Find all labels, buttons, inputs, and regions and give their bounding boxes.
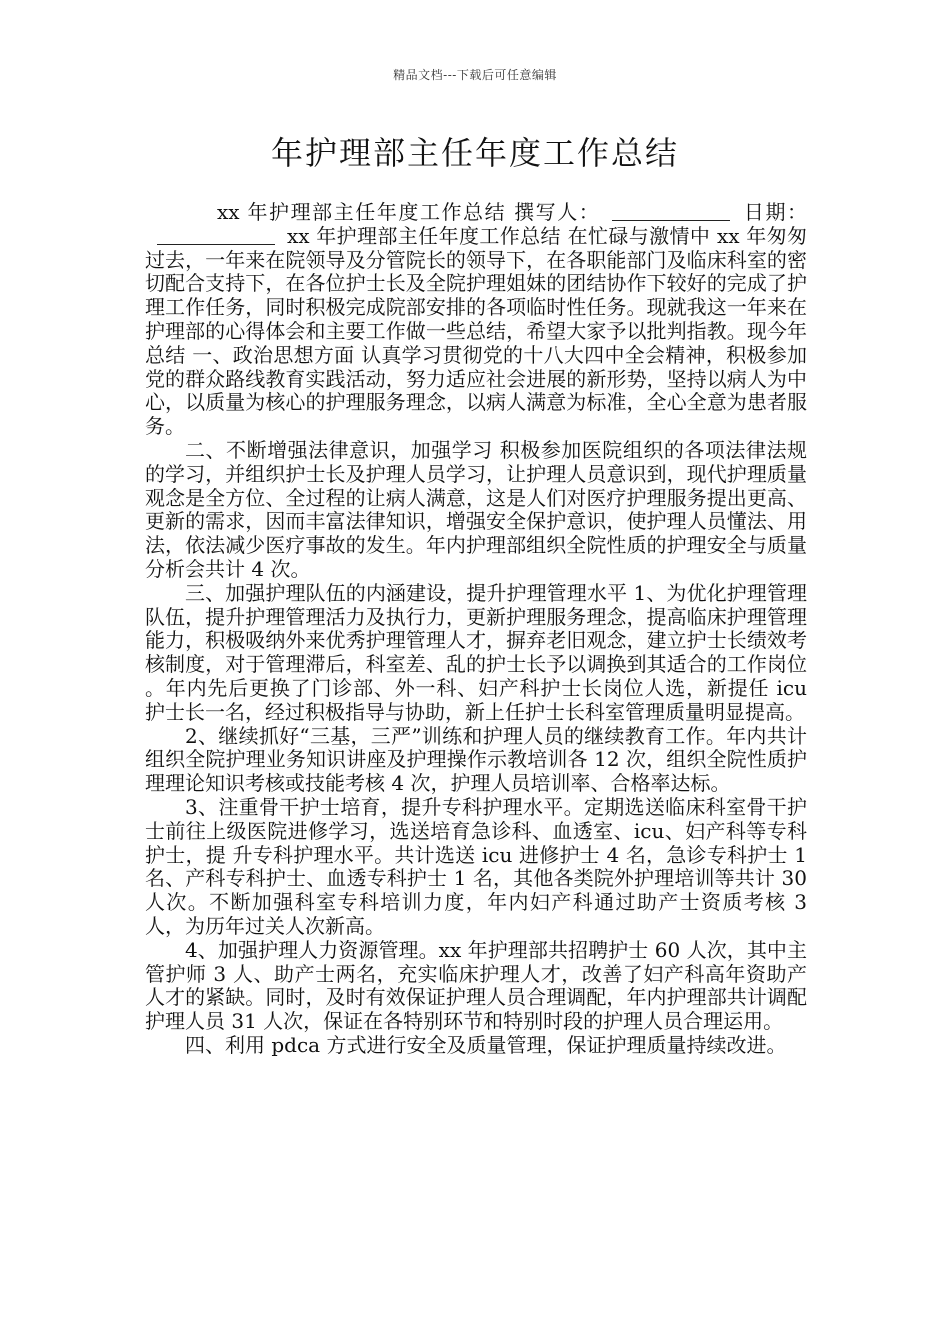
intro-date-label: 日期： [742, 200, 808, 224]
document-body [145, 201, 807, 1058]
paragraph-pdca: 四、利用 pdca 方式进行安全及质量管理，保证护理质量持续改进。 [185, 1032, 787, 1057]
paragraph-training: 2、继续抓好“三基，三严”训练和护理人员的继续教育工作。年内共计组织全院护理业务知识讲座及护理操作示教培训各 12 次，组织全院性质护理理论知识考核或技能考核 4 次，护理人员培训率、合格率达标。 [145, 723, 807, 796]
intro-lead-text: xx 年护理部主任年度工作总结 撰写人： [217, 200, 601, 224]
paragraph-human-resources: 4、加强护理人力资源管理。xx 年护理部共招聘护士 60 人次，其中主管护师 3 人、助产士两名，充实临床护理人才，改善了妇产科高年资助产人才的紧缺。同时，及时有效保证护理人员合理调配，年内护理部共计调配护理人员 31 人次，保证在各特别环节和特别时段的护理人员合理运用。 [145, 937, 807, 1034]
intro-paragraph [145, 201, 807, 439]
paragraph-law-awareness: 二、不断增强法律意识，加强学习 积极参加医院组织的各项法律法规的学习，并组织护士长及护理人员学习，让护理人员意识到，现代护理质量观念是全方位、全过程的让病人满意，这是人们对医疗护理服务提出更高、更新的需求，因而丰富法律知识，增强安全保护意识，使护理人员懂法、用法，依法减少医疗事故的发生。年内护理部组织全院性质的护理安全与质量分析会共计 4 次。 [145, 437, 807, 581]
intro-body-text: xx 年护理部主任年度工作总结 在忙碌与激情中 xx 年匆匆过去，一年来在院领导及分管院长的领导下，在各职能部门及临床科室的密切配合支持下，在各位护士长及全院护理姐妹的团结协作下较好的完成了护理工作任务，同时积极完成院部安排的各项临时性任务。现就我这一年来在护理部的心得体会和主要工作做一些总结，希望大家予以批判指教。现今年总结 一、政治思想方面 认真学习贯彻党的十八大四中全会精神，积极参加党的群众路线教育实践活动，努力适应社会进展的新形势，坚持以病人为中心，以质量为核心的护理服务理念，以病人满意为标准，全心全意为患者服务。 [145, 223, 807, 439]
author-blank-line [612, 202, 730, 221]
page-header-note: 精品文档---下载后可任意编辑 [393, 68, 557, 82]
date-blank-line [157, 226, 275, 245]
document-title: 年护理部主任年度工作总结 [270, 134, 679, 172]
paragraph-specialist-nurses: 3、注重骨干护士培育，提升专科护理水平。定期选送临床科室骨干护士前往上级医院进修学习，选送培育急诊科、血透室、icu、妇产科等专科护士，提 升专科护理水平。共计选送 icu 进修护士 4 名，急诊专科护士 1 名、产科专科护士、血透专科护士 1 名，其他各类院外护理培训等共计 30 人次。不断加强科室专科培训力度，年内妇产科通过助产士资质考核 3 人，为历年过关人次新高。 [145, 794, 807, 938]
paragraph-team-building: 三、加强护理队伍的内涵建设，提升护理管理水平 1、为优化护理管理队伍，提升护理管理活力及执行力，更新护理服务理念，提高临床护理管理能力，积极吸纳外来优秀护理管理人才，摒弃老旧观念，建立护士长绩效考核制度，对于管理滞后，科室差、乱的护士长予以调换到其适合的工作岗位 。年内先后更换了门诊部、外一科、妇产科护士长岗位人选，新提任 icu 护士长一名，经过积极指导与协助，新上任护士长科室管理质量明显提高。 [145, 580, 807, 724]
